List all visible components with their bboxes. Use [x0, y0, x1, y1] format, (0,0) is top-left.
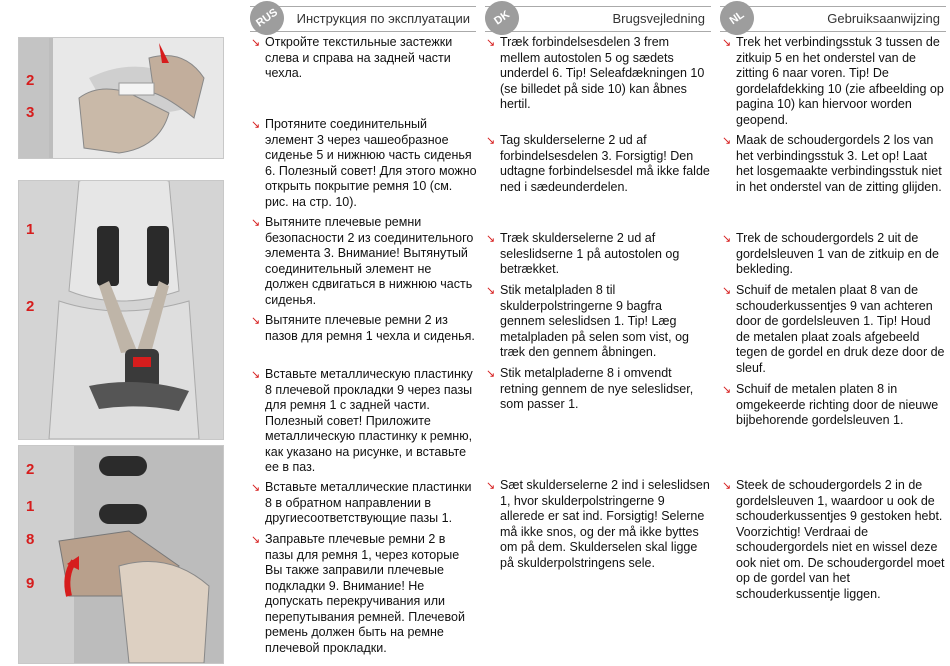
- rus-step-4: ↘ Вытяните плечевые ремни 2 из пазов для ремня 1 чехла и сиденья.: [251, 313, 475, 343]
- figure-3-callout-9: 9: [26, 575, 35, 592]
- arrow-bullet-icon: ↘: [486, 480, 496, 492]
- figure-1-callout-3: 3: [26, 104, 35, 121]
- dk-step-1: ↘ Træk forbindelsesdelen 3 frem mellem autostolen 5 og sædets underdel 6. Tip! Seleafdækningen 10 (se billedet på side 10) kan åbnes hertil.: [486, 35, 705, 111]
- arrow-bullet-icon: ↘: [722, 285, 732, 297]
- dk-step-6: ↘ Sæt skulderselerne 2 ind i seleslidsen 1, hvor skulderpolstringerne 9 allerede er sat ind. Forsigtig! Selerne må ikke snos, og der må ikke byttes om på dem. Skulderselen skal ligge på skulderpolstringens sele.: [486, 478, 710, 570]
- column-title-nl: Gebruiksaanwijzing: [827, 11, 940, 26]
- dk-step-2: ↘ Tag skulderselerne 2 ud af forbindelsesdelen 3. Forsigtig! Den udtagne forbindelsesdel må ikke falde ned i sædeunderdelen.: [486, 133, 710, 194]
- nl-step-6: ↘ Steek de schoudergordels 2 in de gordelsleuven 1, waardoor u ook de schouderkussentjes 9 gestoken hebt. Voorzichtig! Verdraai de schoudergordels niet en wissel deze ook niet om. De schoudergordel moet op de gordel van het schouderkussentje liggen.: [722, 478, 945, 601]
- dk-step-5: ↘ Stik metalpladerne 8 i omvendt retning gennem de nye seleslidser, som passer 1.: [486, 366, 694, 411]
- figure-3-photo: [18, 445, 224, 664]
- column-nl: [720, 6, 946, 32]
- figure-2-photo: [18, 180, 224, 440]
- arrow-bullet-icon: ↘: [486, 233, 496, 245]
- rus-step-3: ↘ Вытяните плечевые ремни безопасности 2 из соединительного элемента 3. Внимание! Вытянутый соединительный элемент не должен сдвигаться в нижнюю часть сиденья.: [251, 215, 474, 307]
- arrow-bullet-icon: ↘: [486, 135, 496, 147]
- column-header-dk: [485, 6, 711, 32]
- arrow-bullet-icon: ↘: [486, 37, 496, 49]
- column-title-rus: Инструкция по эксплуатации: [296, 11, 470, 26]
- arrow-bullet-icon: ↘: [251, 534, 261, 546]
- arrow-bullet-icon: ↘: [251, 217, 261, 229]
- arrow-bullet-icon: ↘: [722, 37, 732, 49]
- rus-step-7: ↘ Заправьте плечевые ремни 2 в пазы для ремня 1, через которые Вы также заправили плечевые подкладки 9. Внимание! Не допускать перекручивания или перепутывания ремней. Плечевой ремень должен быть на ремне плечевой прокладки.: [251, 532, 465, 655]
- figure-2-callout-2: 2: [26, 298, 35, 315]
- figure-2-callout-1: 1: [26, 221, 35, 238]
- rus-step-6: ↘ Вставьте металлические пластинки 8 в обратном направлении в другиесоответствующие пазы 1.: [251, 480, 472, 525]
- dk-step-3: ↘ Træk skulderselerne 2 ud af seleslidserne 1 på autostolen og betrækket.: [486, 231, 680, 276]
- arrow-bullet-icon: ↘: [722, 135, 732, 147]
- arrow-bullet-icon: ↘: [251, 369, 261, 381]
- figure-3-callout-1: 1: [26, 498, 35, 515]
- arrow-bullet-icon: ↘: [486, 285, 496, 297]
- column-title-dk: Brugsvejledning: [612, 11, 705, 26]
- arrow-bullet-icon: ↘: [251, 119, 261, 131]
- arrow-bullet-icon: ↘: [251, 37, 261, 49]
- column-header-rus: [250, 6, 476, 32]
- rus-step-2: ↘ Протяните соединительный элемент 3 через чашеобразное сиденье 5 и нижнюю часть сиденья 6. Полезный совет! Для этого можно открыть покрытие ремня 10 (см. рис. на стр. 10).: [251, 117, 477, 209]
- language-badge-dk: DK: [478, 0, 525, 42]
- rus-step-5: ↘ Вставьте металлическую пластинку 8 плечевой прокладки 9 через пазы для ремня 1 с задней части. Полезный совет! Приложите металлическую пластинку к ремню, как указано на рисунке, и вставьте ее в паз.: [251, 367, 473, 474]
- arrow-bullet-icon: ↘: [722, 480, 732, 492]
- nl-step-2: ↘ Maak de schoudergordels 2 los van het verbindingsstuk 3. Let op! Laat het losgemaakte verbindingsstuk niet in het onderstel van de zitting glijden.: [722, 133, 942, 194]
- figure-1-callout-2: 2: [26, 72, 35, 89]
- rus-step-1: ↘ Откройте текстильные застежки слева и справа на задней части чехла.: [251, 35, 453, 80]
- language-badge-rus: RUS: [243, 0, 290, 42]
- column-header-nl: [720, 6, 946, 32]
- figure-1-photo: [18, 37, 224, 159]
- nl-step-1: ↘ Trek het verbindingsstuk 3 tussen de zitkuip 5 en het onderstel van de zitting 6 naar voren. Tip! De gordelafdekking 10 (zie afbeelding op pagina 10) kan hiervoor worden geopend.: [722, 35, 944, 127]
- arrow-bullet-icon: ↘: [722, 384, 732, 396]
- nl-step-4: ↘ Schuif de metalen plaat 8 van de schouderkussentjes 9 van achteren door de gordelsleuven 1. Tip! Houd de metalen plaat zoals afgebeeld tegen de gordel en druk deze door de sleuf.: [722, 283, 945, 375]
- figure-3-callout-2: 2: [26, 461, 35, 478]
- column-rus: [250, 6, 476, 32]
- nl-step-5: ↘ Schuif de metalen platen 8 in omgekeerde richting door de nieuwe bijbehorende gordelsleuven 1.: [722, 382, 939, 427]
- column-dk: [485, 6, 711, 32]
- arrow-bullet-icon: ↘: [251, 315, 261, 327]
- arrow-bullet-icon: ↘: [722, 233, 732, 245]
- dk-step-4: ↘ Stik metalpladen 8 til skulderpolstringerne 9 bagfra gennem seleslidsen 1. Tip! Læg metalpladen på selen som vist, og træk den gennem åbningen.: [486, 283, 689, 359]
- arrow-bullet-icon: ↘: [251, 482, 261, 494]
- figure-3-callout-8: 8: [26, 531, 35, 548]
- arrow-bullet-icon: ↘: [486, 368, 496, 380]
- nl-step-3: ↘ Trek de schoudergordels 2 uit de gordelsleuven 1 van de zitkuip en de bekleding.: [722, 231, 939, 276]
- language-badge-nl: NL: [713, 0, 760, 42]
